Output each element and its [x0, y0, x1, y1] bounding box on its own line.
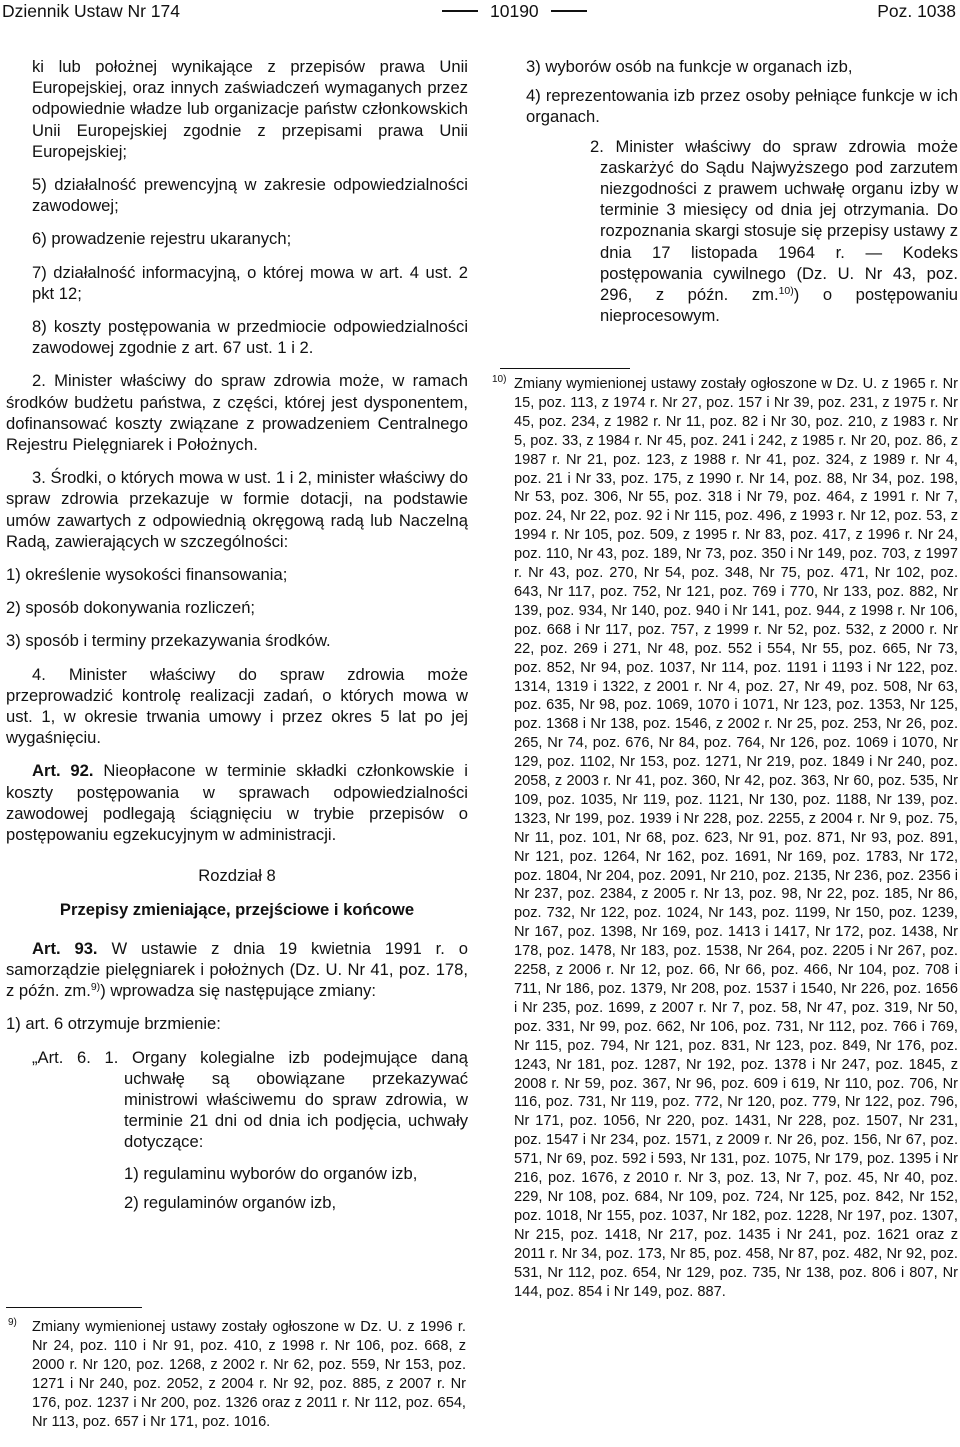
paragraph-3: 3. Środki, o których mowa w ust. 1 i 2, minister właściwy do spraw zdrowia przekazuje w formie dotacji, na podstawie umów zawartych z odpowiednią okręgową radą lub Naczelną Radą, zawierających w szczególności: — [6, 468, 468, 551]
article-93-label: Art. 93. — [32, 938, 98, 958]
item-7: 7) działalność informacyjną, o której mowa w art. 4 ust. 2 pkt 12; — [32, 262, 468, 303]
dash-right — [551, 10, 587, 12]
intro-text: ki lub położnej wynikające z przepisów prawa Unii Europejskiej, oraz innych zaświadczeń wymaganych przez odpowiednie władze lub organizacje państw członkowskich Unii Europejskiej zgodnie z przepisami prawa Unii Europejskiej; — [32, 57, 468, 161]
chapter-title: Przepisy zmieniające, przejściowe i końcowe — [59, 899, 415, 919]
sub-item-1: 1) określenie wysokości finansowania; — [6, 565, 288, 585]
dash-left — [442, 10, 478, 12]
sub-item-3: 3) sposób i terminy przekazywania środków. — [6, 631, 331, 651]
footnote-10-text: Zmiany wymienionej ustawy zostały ogłoszone w Dz. U. z 1965 r. Nr 15, poz. 113, z 1974 r. Nr 27, poz. 157 i Nr 39, poz. 231, z 1975 r. Nr 45, poz. 234, z 1982 r. Nr 11, poz. 82 i Nr 30, poz. 210, z 1983 r. Nr 5, poz. 33, z 1984 r. Nr 45, poz. 241 i 242, z 1985 r. Nr 20, poz. 86, z 1987 r. Nr 21, poz. 123, z 1988 r. Nr 41, poz. 324, z 1989 r. Nr 4, poz. 21 i Nr 33, poz. 175, z 1990 r. Nr 14, poz. 88, Nr 34, poz. 198, Nr 53, poz. 306, Nr 55, poz. 318 i Nr 79, poz. 464, z 1991 r. Nr 7, poz. 24, Nr 22, poz. 92 i Nr 115, poz. 496, z 1993 r. Nr 12, poz. 53, z 1994 r. Nr 105, poz. 509, z 1995 r. Nr 83, poz. 417, z 1996 r. Nr 24, poz. 110, Nr 43, poz. 189, Nr 73, poz. 350 i Nr 149, poz. 703, z 1997 r. Nr 43, poz. 270, Nr 54, poz. 348, Nr 75, poz. 471, Nr 102, poz. 643, Nr 117, poz. 752, Nr 121, poz. 769 i 770, Nr 133, poz. 882, Nr 139, poz. 934, Nr 140, poz. 940 i Nr 141, poz. 944, z 1998 r. Nr 106, poz. 668 i Nr 117, poz. 757, z 1999 r. Nr 52, poz. 532, z 2000 r. Nr 22, poz. 269 i 271, Nr 48, poz. 552 i 554, Nr 55, poz. 665, Nr 73, poz. 852, Nr 94, poz. 1037, Nr 114, poz. 1191 i 1193 i Nr 122, poz. 1314, 1319 i 1322, z 2001 r. Nr 4, poz. 27, Nr 49, poz. 508, Nr 63, poz. 635, Nr 98, poz. 1069, 1070 i 1071, Nr 123, poz. 1353, Nr 125, poz. 1368 i Nr 138, poz. 1546, z 2002 r. Nr 25, poz. 253, Nr 26, poz. 265, Nr 74, poz. 676, Nr 84, poz. 764, Nr 126, poz. 1069 i 1070, Nr 129, poz. 1102, Nr 153, poz. 1271, Nr 219, poz. 1849 i Nr 240, poz. 2058, z 2003 r. Nr 41, poz. 360, Nr 42, poz. 363, Nr 60, poz. 535, Nr 109, poz. 1035, Nr 119, poz. 1121, Nr 130, poz. 1188, Nr 139, poz. 1323, Nr 199, poz. 1939 i Nr 228, poz. 2255, z 2004 r. Nr 9, poz. 75, Nr 11, poz. 101, Nr 68, poz. 623, Nr 91, poz. 871, Nr 93, poz. 891, Nr 121, poz. 1264, Nr 162, poz. 1691, Nr 169, poz. 1783, Nr 172, poz. 1804, Nr 204, poz. 2091, Nr 210, poz. 2135, Nr 236, poz. 2356 i Nr 237, poz. 2384, z 2005 r. Nr 13, poz. 98, Nr 22, poz. 185, Nr 86, poz. 732, Nr 122, poz. 1024, Nr 143, poz. 1199, Nr 150, poz. 1239, Nr 167, poz. 1398, Nr 169, poz. 1413 i 1417, Nr 172, poz. 1438, Nr 178, poz. 1478, Nr 183, poz. 1538, Nr 264, poz. 2205 i Nr 267, poz. 2258, z 2006 r. Nr 12, poz. 66, Nr 66, poz. 466, Nr 104, poz. 708 i 711, Nr 186, poz. 1379, Nr 208, poz. 1537 i 1540, Nr 226, poz. 1656 i Nr 235, poz. 1699, z 2007 r. Nr 7, poz. 58, Nr 47, poz. 319, Nr 50, poz. 331, Nr 99, poz. 662, Nr 106, poz. 731, Nr 112, poz. 766 i 769, Nr 115, poz. 794, Nr 121, poz. 831, Nr 123, poz. 849, Nr 176, poz. 1243, Nr 181, poz. 1287, Nr 192, poz. 1378 i Nr 247, poz. 1845, z 2008 r. Nr 59, poz. 367, Nr 96, poz. 609 i 619, Nr 110, poz. 706, Nr 116, poz. 731, Nr 119, poz. 772, Nr 120, poz. 779, Nr 122, poz. 796, Nr 171, poz. 1056, Nr 220, poz. 1431, Nr 228, poz. 1507, Nr 231, poz. 1547 i Nr 234, poz. 1571, z 2009 r. Nr 26, poz. 156, Nr 67, poz. 571, Nr 69, poz. 592 i 593, Nr 131, poz. 1075, Nr 179, poz. 1395 i Nr 216, poz. 1676, z 2010 r. Nr 3, poz. 13, Nr 7, poz. 45, Nr 40, poz. 229, Nr 108, poz. 684, Nr 109, poz. 724, Nr 125, poz. 842, Nr 152, poz. 1018, Nr 155, poz. 1037, Nr 182, poz. 1228, Nr 197, poz. 1307, Nr 215, poz. 1418, Nr 217, poz. 1435 i Nr 241, poz. 1621 oraz z 2011 r. Nr 34, poz. 173, Nr 85, poz. 458, Nr 87, poz. 482, Nr 92, poz. 531, Nr 112, poz. 654, Nr 129, poz. 735, Nr 138, poz. 806 i 807, Nr 144, poz. 854 i Nr 149, poz. 887. — [514, 376, 958, 1300]
footnote-ref-10: 10) — [778, 285, 794, 298]
sub-item-2: 2) sposób dokonywania rozliczeń; — [6, 598, 256, 618]
journal-title: Dziennik Ustaw Nr 174 — [2, 1, 180, 21]
page-header — [0, 0, 960, 22]
article-93 — [6, 938, 468, 1002]
footnote-9-text: Zmiany wymienionej ustawy zostały ogłoszone w Dz. U. z 1996 r. Nr 24, poz. 110 i Nr 91, poz. 410, z 1998 r. Nr 106, poz. 668, z 2000 r. Nr 120, poz. 1268, z 2002 r. Nr 62, poz. 559, Nr 153, poz. 1271 i Nr 240, poz. 2052, z 2004 r. Nr 92, poz. 885, z 2007 r. Nr 176, poz. 1237 i Nr 200, poz. 1326 oraz z 2011 r. Nr 112, poz. 654, Nr 113, poz. 657 i Nr 171, poz. 1016. — [32, 1319, 466, 1430]
footnote-separator-left — [6, 1307, 142, 1308]
paragraph-4: 4. Minister właściwy do spraw zdrowia może przeprowadzić kontrolę realizacji zadań, o których mowa w ust. 1, w okresie trwania umowy i przez okres 5 lat po jej wygaśnięciu. — [6, 664, 468, 748]
item-5: 5) działalność prewencyjną w zakresie odpowiedzialności zawodowej; — [32, 175, 468, 216]
change-1: 1) art. 6 otrzymuje brzmienie: — [6, 1014, 221, 1034]
footnote-10-number: 10) — [492, 374, 507, 385]
item-6: 6) prowadzenie rejestru ukaranych; — [32, 229, 292, 249]
paragraph-2-right — [500, 136, 958, 327]
quoted-item-2: 2) regulaminów organów izb, — [124, 1192, 337, 1212]
article-92-label: Art. 92. — [32, 761, 94, 781]
paragraph-2-right-text-a: 2. Minister właściwy do spraw zdrowia może zaskarżyć do Sądu Najwyższego pod zarzutem niezgodności z prawem uchwałę organu izby w terminie 3 miesięcy od dnia jej otrzymania. Do rozpoznania skargi stosuje się przepisy ustawy z dnia 17 listopada 1964 r. — Kodeks postępowania cywilnego (Dz. U. Nr 43, poz. 296, z późn. zm. — [590, 136, 958, 305]
footnote-10 — [492, 374, 958, 1301]
footnote-9 — [8, 1317, 466, 1431]
article-93-text-b: ) wprowadza się następujące zmiany: — [100, 981, 376, 1001]
page-number-block — [430, 0, 599, 22]
article-92 — [6, 760, 468, 845]
chapter-number: Rozdział 8 — [198, 866, 276, 886]
quoted-item-1: 1) regulaminu wyborów do organów izb, — [124, 1163, 418, 1183]
paragraph-2-right-text-b: ) o postępowaniu nieprocesowym. — [600, 285, 959, 326]
footnote-9-number: 9) — [8, 1317, 17, 1328]
footnote-ref-9: 9) — [90, 981, 101, 994]
quoted-article-6: „Art. 6. 1. Organy kolegialne izb podejmujące daną uchwałę są obowiązane przekazywać ministrowi właściwemu do spraw zdrowia, w terminie 21 dni od dnia ich podjęcia, uchwały dotyczące: — [32, 1047, 468, 1152]
footnote-separator-right — [500, 368, 630, 369]
right-column — [500, 56, 958, 338]
item-3: 3) wyborów osób na funkcje w organach izb, — [526, 57, 853, 76]
page-number: 10190 — [490, 1, 539, 21]
position-label: Poz. 1038 — [877, 1, 956, 21]
paragraph-2: 2. Minister właściwy do spraw zdrowia może, w ramach środków budżetu państwa, z części, której jest dysponentem, dofinansować koszty związane z prowadzeniem Centralnego Rejestru Pielęgniarek i Położnych. — [6, 371, 468, 455]
article-93-text-a: W ustawie z dnia 19 kwietnia 1991 r. o samorządzie pielęgniarek i położnych (Dz. U. Nr 41, poz. 178, z późn. zm. — [6, 938, 468, 1001]
left-column — [6, 56, 468, 1225]
item-8: 8) koszty postępowania w przedmiocie odpowiedzialności zawodowej zgodnie z art. 67 ust. 1 i 2. — [32, 317, 468, 358]
item-4: 4) reprezentowania izb przez osoby pełniące funkcje w ich organach. — [526, 86, 958, 127]
article-92-text: Nieopłacone w terminie składki członkowskie i koszty postępowania w sprawach odpowiedzialności zawodowej podlegają ściągnięciu w trybie przepisów o postępowaniu egzekucyjnym w administracji. — [6, 761, 468, 845]
